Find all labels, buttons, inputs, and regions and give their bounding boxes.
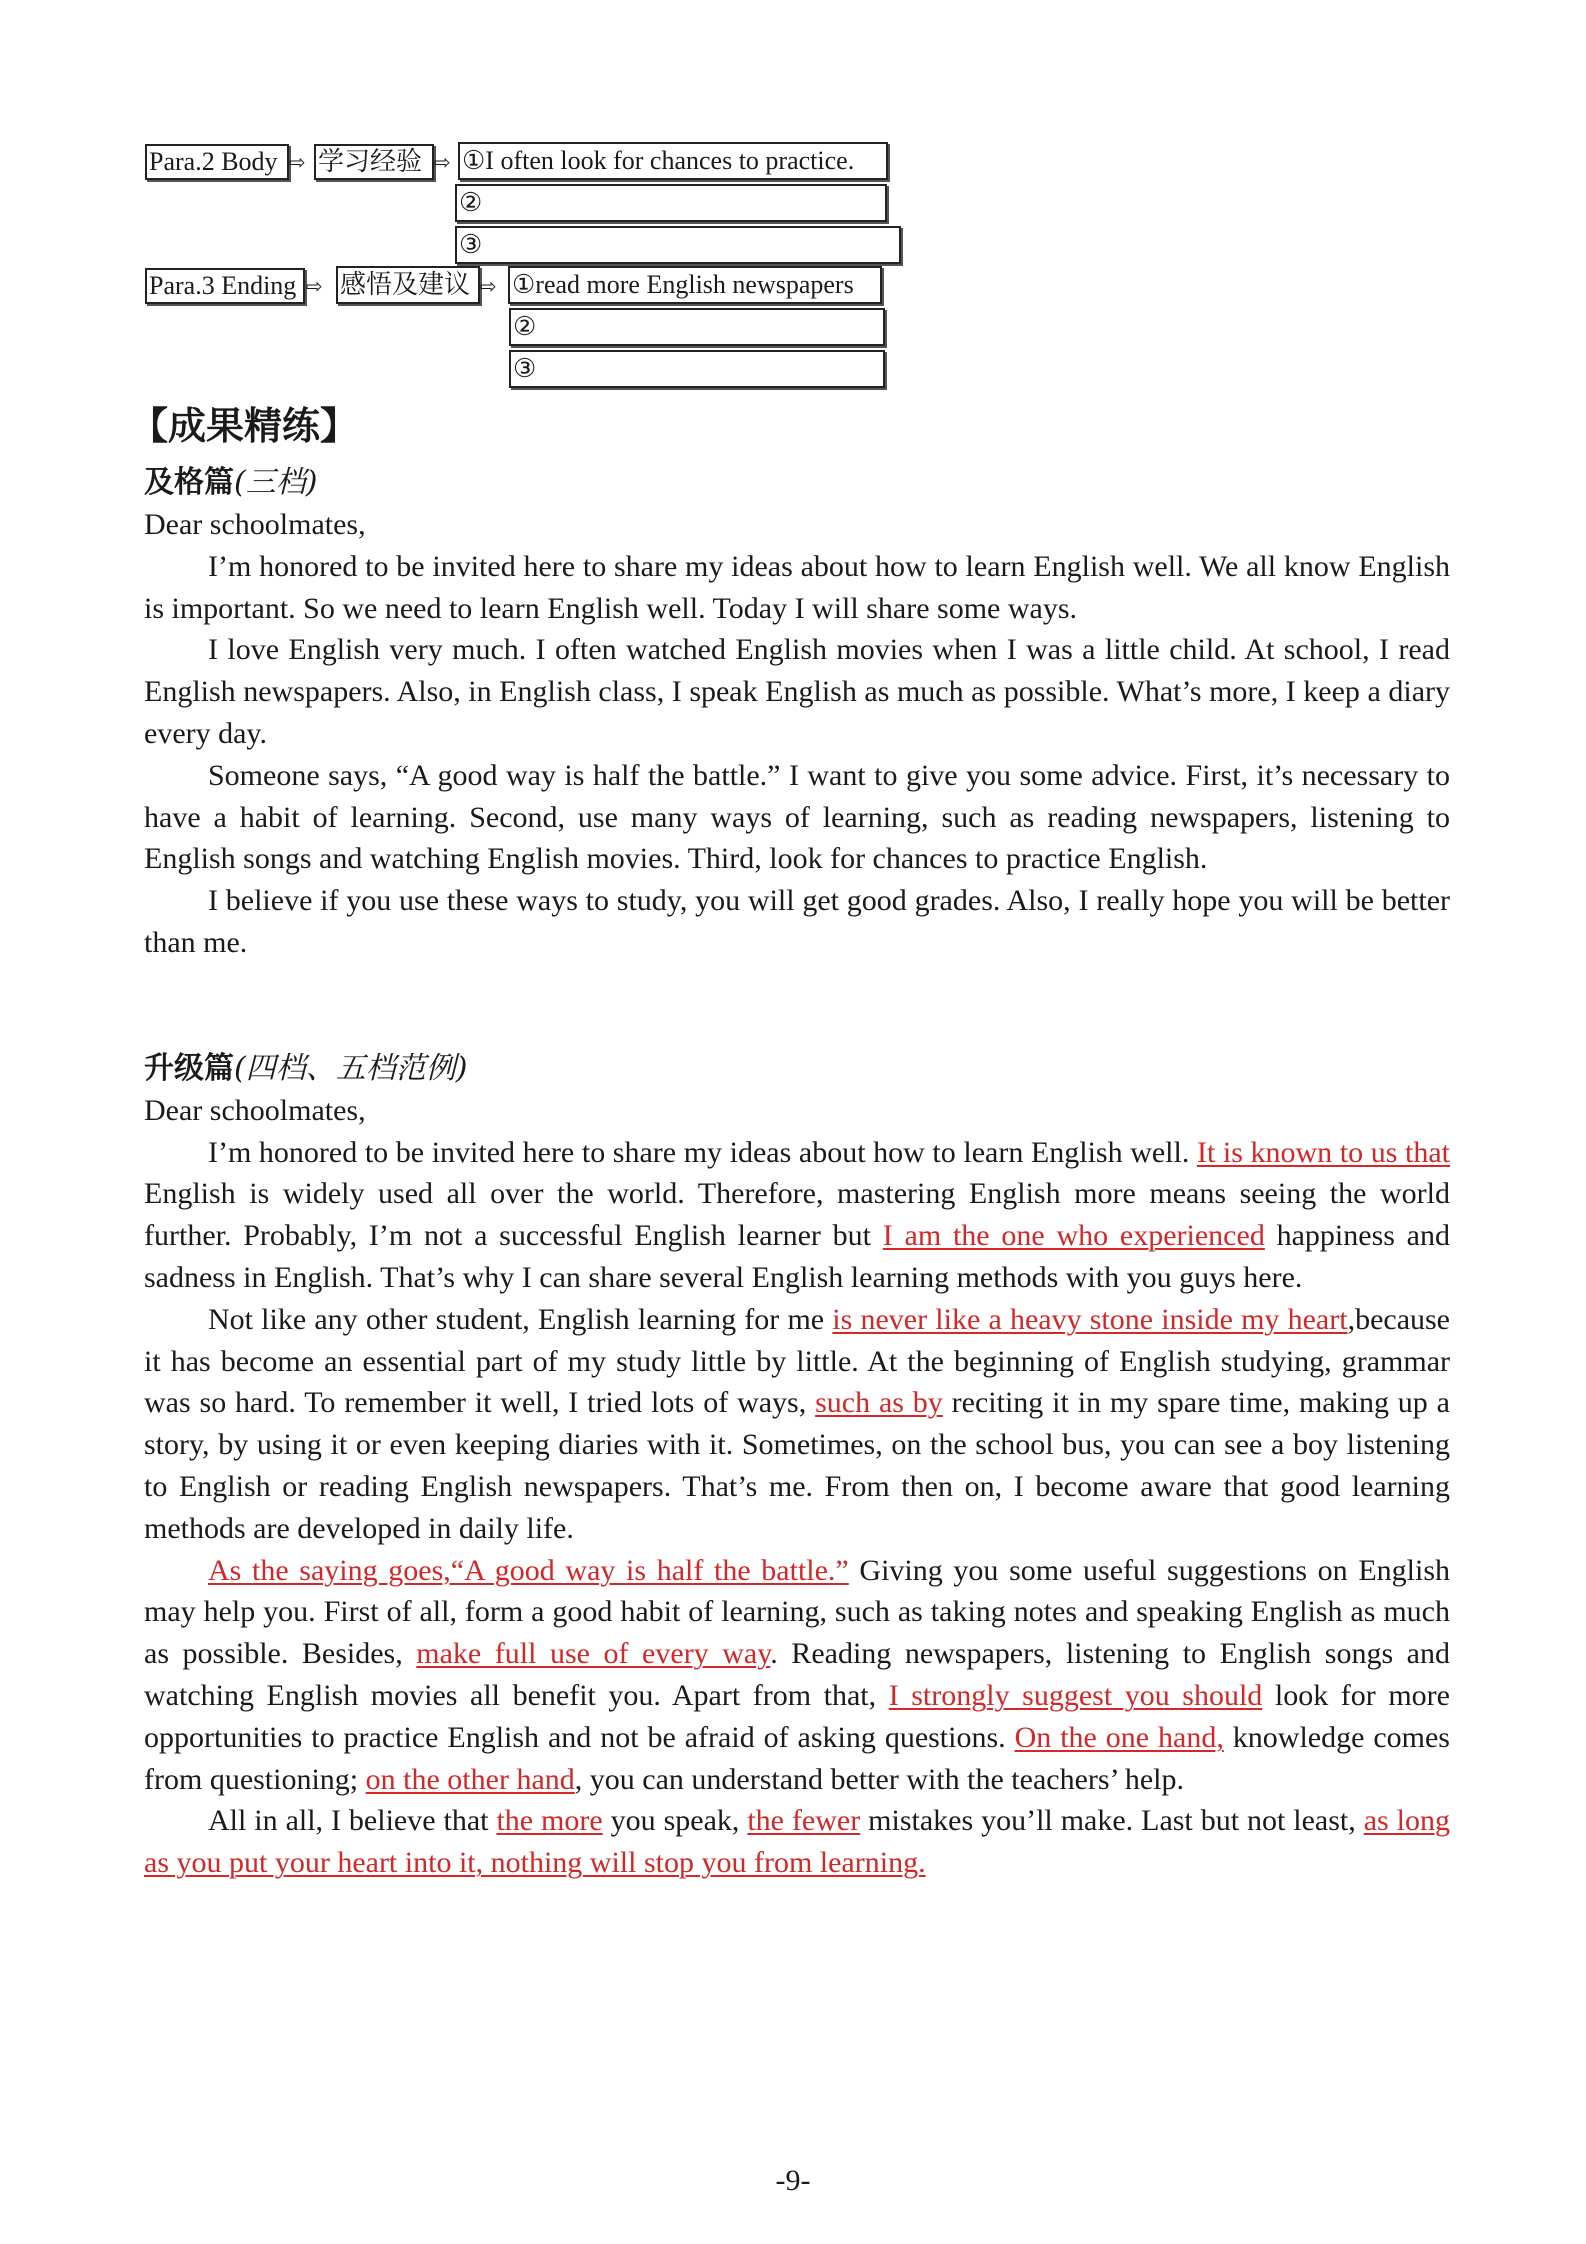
arrow-icon: ⇨ [289,150,306,174]
arrow-icon: ⇨ [434,150,451,174]
highlight-phrase: the more [496,1804,603,1838]
outline-diagram [0,0,1586,383]
highlight-phrase: It is known to us that [1196,1135,1450,1169]
para2-item2-box: ② [455,184,887,222]
para2-box: Para.2 Body [145,144,289,180]
upgrade-greeting: Dear schoolmates, [144,1093,366,1127]
highlight-phrase: I am the one who experienced [882,1219,1265,1253]
section-title: 【成果精练】 [130,404,359,448]
pass-heading-paren: (三档) [234,465,318,500]
para3-topic-box: 感悟及建议 [336,266,480,304]
highlight-phrase: is never like a heavy stone inside my heart [832,1302,1348,1336]
highlight-phrase: On the one hand, [1014,1720,1224,1754]
highlight-phrase: the fewer [747,1804,861,1838]
pass-paragraph-2: I love English very much. I often watched English movies when I was a little child. At school, I read English newspapers. Also, in English class, I speak English as much as possible. What’s more, I keep a diary every day. [144,633,1450,750]
upgrade-paragraph-2: Not like any other student, English learning for me is never like a heavy stone inside my heart,because it has become an essential part of my study little by little. At the beginning of English studying, grammar was so hard. To remember it well, I tried lots of ways, such as by reciting it in my spare time, making up a story, by using it or even keeping diaries with it. Sometimes, on the school bus, you can see a boy listening to English or reading English newspapers. That’s me. From then on, I become aware that good learning methods are developed in daily life. [144,1302,1450,1545]
para2-topic-box: 学习经验 [314,144,434,180]
upgrade-heading-cn: 升级篇 [144,1050,234,1086]
para2-item3-box: ③ [455,226,901,264]
highlight-phrase: such as by [815,1386,943,1420]
highlight-phrase: As the saying goes,“A good way is half the battle.” [208,1553,849,1587]
upgrade-paragraph-1: I’m honored to be invited here to share my ideas about how to learn English well. It is known to us that English is widely used all over the world. Therefore, mastering English more means seeing the world further. Probably, I’m not a successful English learner but I am the one who experienced happiness and sadness in English. That’s why I can share several English learning methods with you guys here. [144,1135,1450,1294]
highlight-phrase: as long as you put your heart into it, nothing will stop you from learning. [144,1804,1450,1880]
arrow-icon: ⇨ [480,274,497,298]
upgrade-paragraph-3: As the saying goes,“A good way is half the battle.” Giving you some useful suggestions on English may help you. First of all, form a good habit of learning, such as taking notes and speaking English as much as possible. Besides, make full use of every way. Reading newspapers, listening to English songs and watching English movies all benefit you. Apart from that, I strongly suggest you should look for more opportunities to practice English and not be afraid of asking questions. On the one hand, knowledge comes from questioning; on the other hand, you can understand better with the teachers’ help. [144,1553,1451,1796]
pass-paragraph-4: I believe if you use these ways to study, you will get good grades. Also, I really hope you will be better than me. [144,884,1450,959]
highlight-phrase: make full use of every way [416,1637,771,1671]
para3-box: Para.3 Ending [145,268,305,304]
arrow-icon: ⇨ [306,274,323,298]
pass-paragraph-1: I’m honored to be invited here to share my ideas about how to learn English well. We all know English is important. So we need to learn English well. Today I will share some ways. [144,549,1450,625]
pass-level-heading [144,462,1450,504]
main-content [130,398,1451,1884]
pass-paragraph-3: Someone says, “A good way is half the battle.” I want to give you some advice. First, it’s necessary to have a habit of learning. Second, use many ways of learning, such as reading newspapers, listening to English songs and watching English movies. Third, look for chances to practice English. [144,758,1450,876]
para3-item2-box: ② [509,308,885,346]
pass-heading-cn: 及格篇 [144,465,234,500]
upgrade-paragraph-4: All in all, I believe that the more you speak, the fewer mistakes you’ll make. Last but not least, as long as you put your heart into it, nothing will stop you from learning. [144,1804,1450,1880]
pass-greeting: Dear schoolmates, [144,508,366,541]
highlight-phrase: I strongly suggest you should [888,1678,1263,1712]
highlight-phrase: on the other hand [365,1762,575,1796]
para3-item1-box: ①read more English newspapers [508,266,882,304]
para2-item1-box: ①I often look for chances to practice. [458,142,888,180]
upgrade-level-heading [144,1048,1450,1090]
upgrade-heading-paren: (四档、五档范例) [234,1050,468,1086]
page-number: -9- [775,2164,811,2197]
para3-item3-box: ③ [509,350,885,388]
